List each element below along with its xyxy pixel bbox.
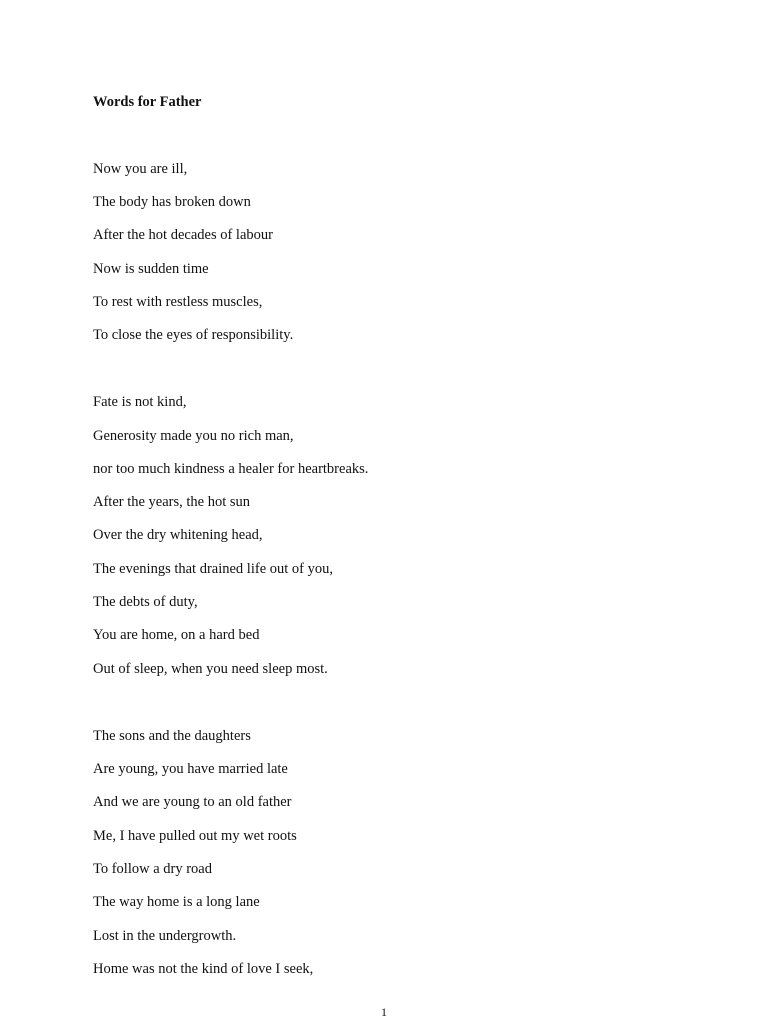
poem-line: Now you are ill, [93,161,188,177]
poem-line: Generosity made you no rich man, [93,428,294,444]
poem-line: The body has broken down [93,194,251,210]
poem-line: Fate is not kind, [93,394,187,410]
poem-line: nor too much kindness a healer for heartbreaks. [93,461,369,477]
poem-line: The way home is a long lane [93,894,260,910]
poem-line: Out of sleep, when you need sleep most. [93,661,328,677]
poem-line: You are home, on a hard bed [93,627,260,643]
poem-line: After the years, the hot sun [93,494,251,510]
poem-line: The debts of duty, [93,594,198,610]
poem-line: And we are young to an old father [93,794,292,810]
poem-line: Me, I have pulled out my wet roots [93,828,297,844]
poem-line: Lost in the undergrowth. [93,928,237,944]
poem-line: After the hot decades of labour [93,227,273,243]
poem-line: To close the eyes of responsibility. [93,327,294,343]
poem-title: Words for Father [93,94,202,110]
poem-line: The evenings that drained life out of you, [93,561,333,577]
poem-line: Home was not the kind of love I seek, [93,961,314,977]
page-number: 1 [381,1005,387,1019]
poem-line: Are young, you have married late [93,761,288,777]
poem-line: The sons and the daughters [93,728,251,744]
poem-line: To follow a dry road [93,861,212,877]
poem-line: Over the dry whitening head, [93,527,263,543]
poem-line: To rest with restless muscles, [93,294,263,310]
poem-line: Now is sudden time [93,261,209,277]
